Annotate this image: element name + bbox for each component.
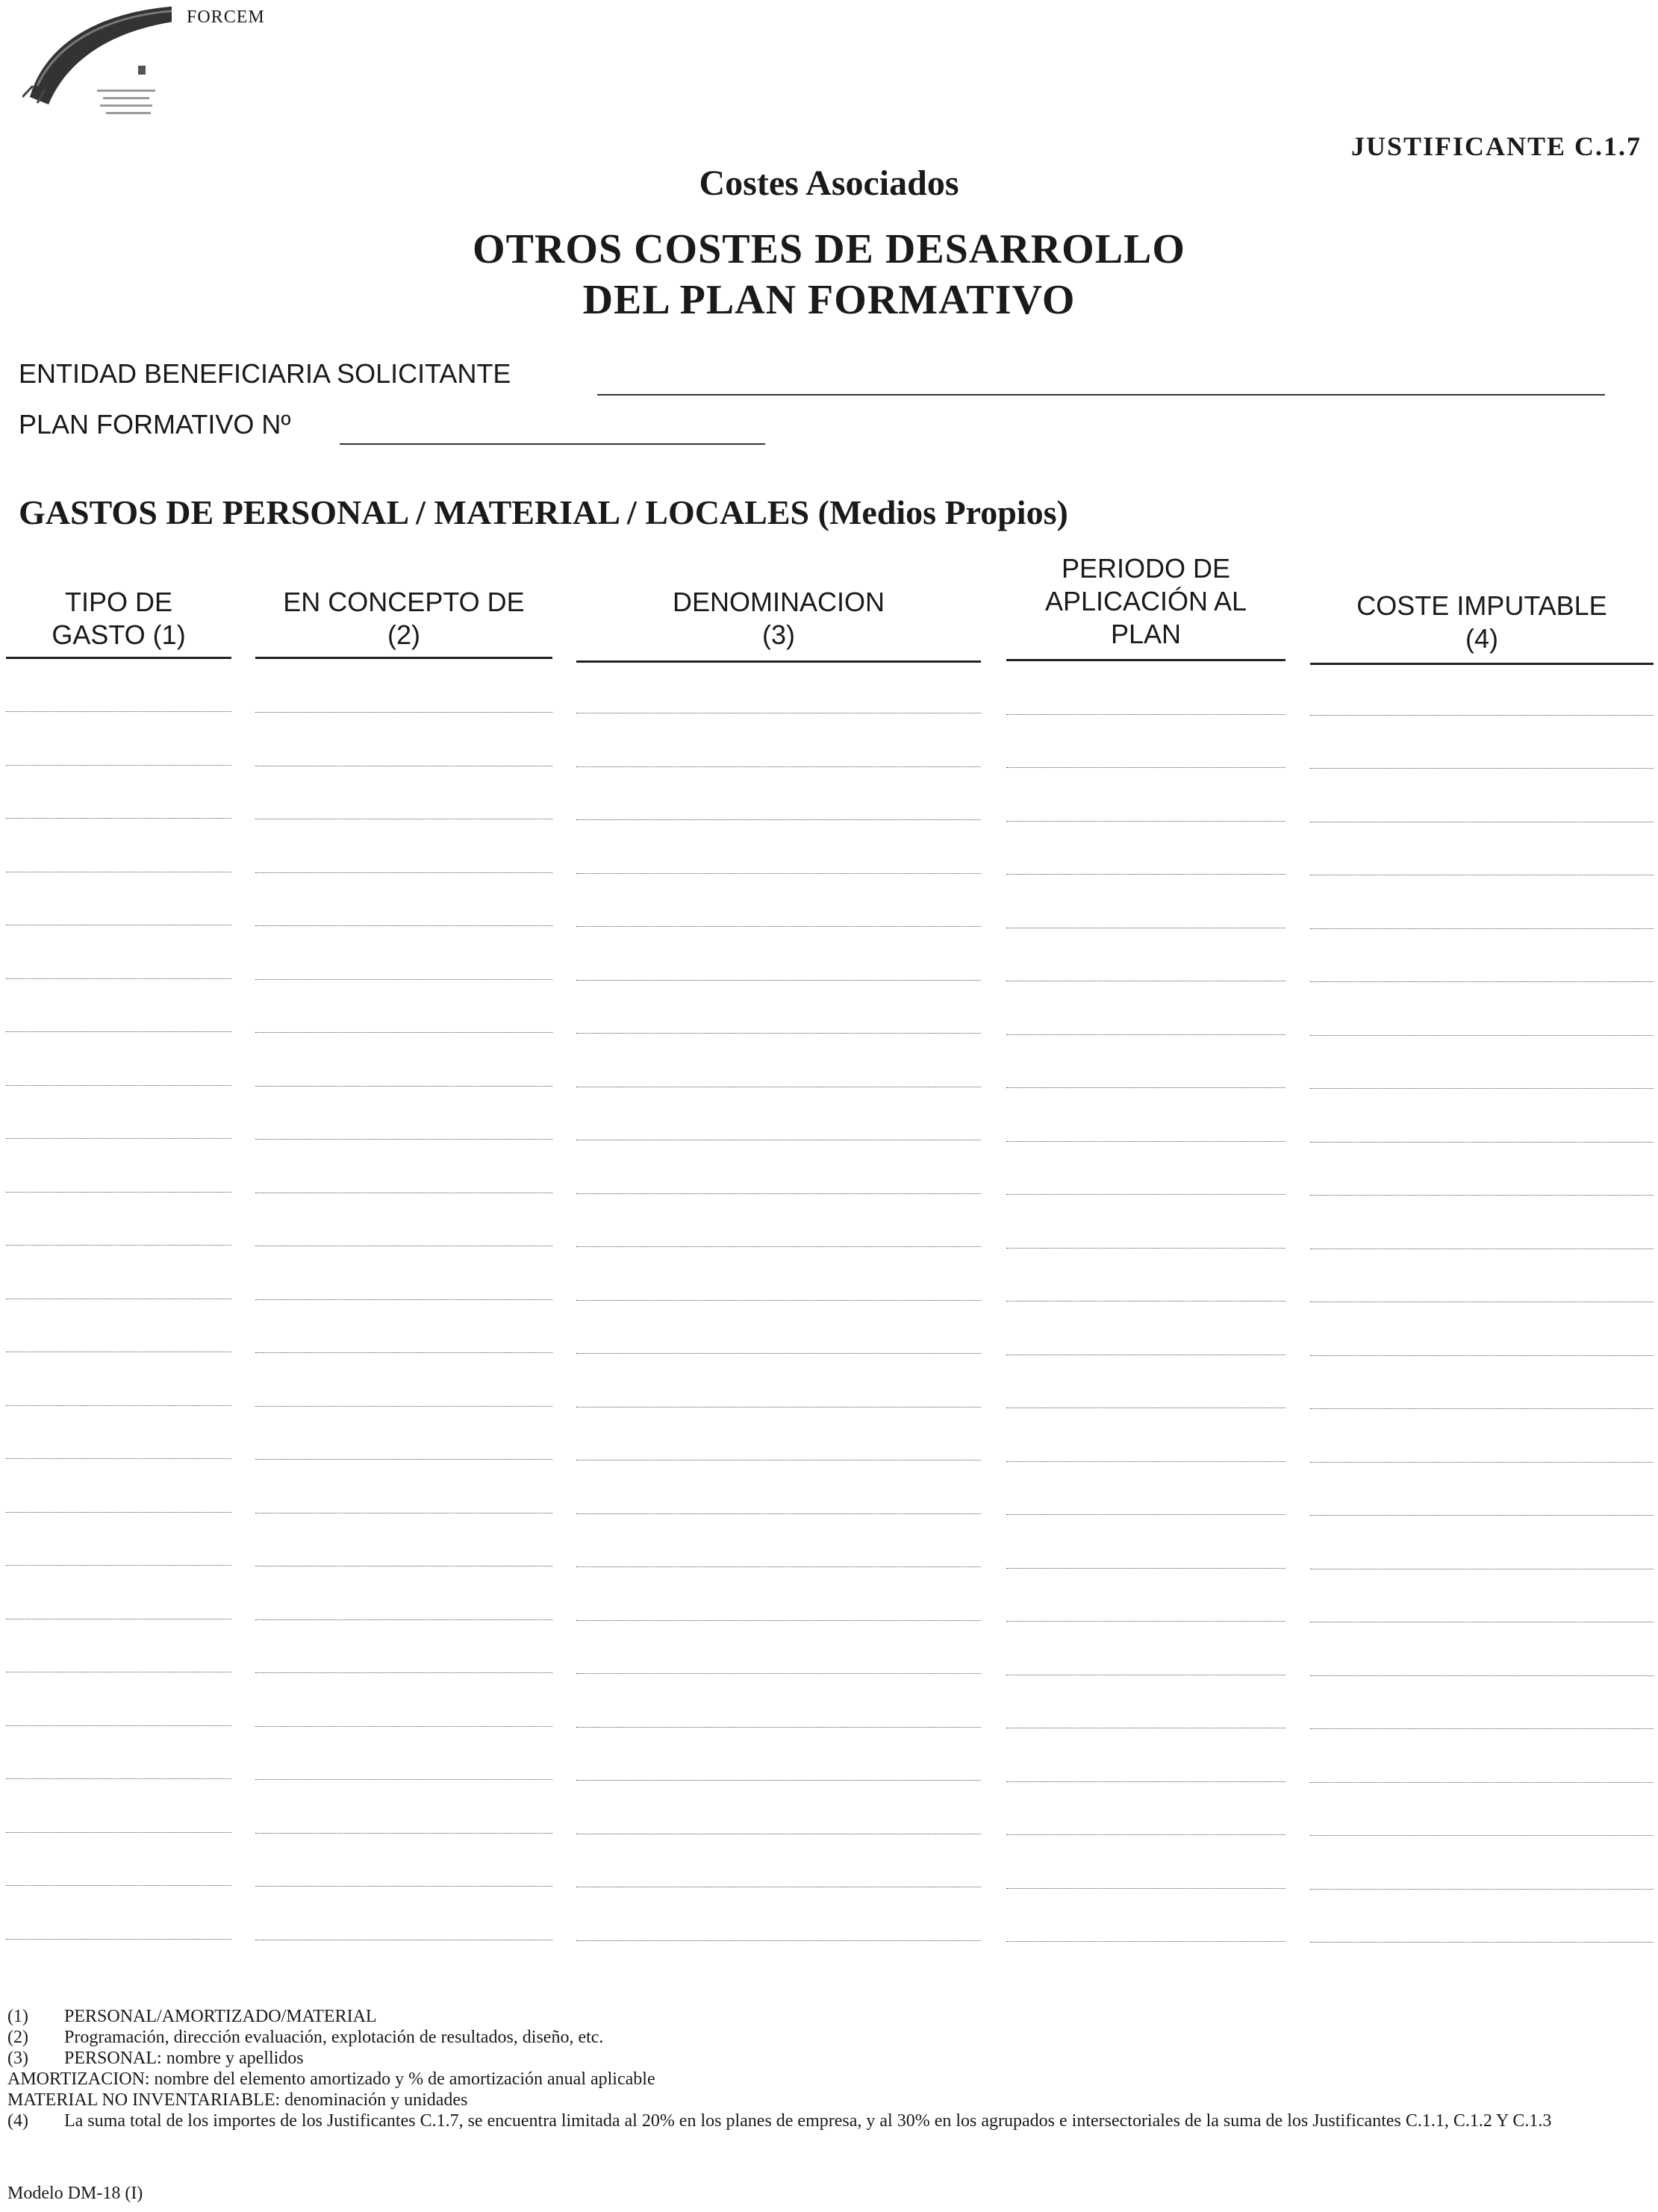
table-row-line[interactable] [1006,714,1285,715]
footnote-number: (2) [7,2028,28,2047]
table-row-line[interactable] [576,926,981,927]
table-row-line[interactable] [576,1727,981,1728]
table-row-line[interactable] [1310,715,1654,716]
footnote-subline: MATERIAL NO INVENTARIABLE: denominación y unidades [7,2090,468,2110]
table-row-line[interactable] [1006,1301,1285,1302]
table-row-line[interactable] [1310,1942,1654,1943]
column-header-line: APLICACIÓN AL [1044,586,1247,616]
model-code: Modelo DM-18 (I) [7,2184,143,2203]
table-row-line[interactable] [6,711,231,712]
table-row-line[interactable] [1006,1888,1285,1889]
table-row-line[interactable] [1310,928,1654,929]
table-row-line[interactable] [1310,1728,1654,1729]
table-row-line[interactable] [1006,874,1285,875]
table-row-line[interactable] [6,765,231,766]
table-row-line[interactable] [6,978,231,979]
table-row-line[interactable] [255,1352,552,1353]
table-row-line[interactable] [1310,1142,1654,1143]
column-header-line: (3) [762,619,795,650]
table-row-line[interactable] [1006,1621,1285,1622]
table-row-line[interactable] [1310,1515,1654,1516]
table-row-line[interactable] [1006,1034,1285,1035]
table-row-line[interactable] [255,1459,552,1460]
table-row-line[interactable] [1310,1462,1654,1463]
table-row-line[interactable] [1310,768,1654,769]
table-row-line[interactable] [576,1940,981,1941]
table-row-line[interactable] [6,1778,231,1779]
table-row-line[interactable] [1310,1035,1654,1036]
column-header [1006,552,1285,651]
table-row-line[interactable] [255,1086,552,1087]
table-row-line[interactable] [1006,1194,1285,1195]
table-row-line[interactable] [6,1565,231,1566]
column-header-line: COSTE IMPUTABLE [1356,590,1607,621]
column-header-line: DENOMINACION [672,587,885,617]
table-row-line[interactable] [1006,767,1285,768]
table-row-line[interactable] [576,1566,981,1567]
footnote [7,2111,1650,2131]
table-row-line[interactable] [576,1780,981,1781]
column-header [6,586,231,652]
table-row-line[interactable] [1310,1889,1654,1890]
footnote-subline: AMORTIZACION: nombre del elemento amortizado y % de amortización anual aplicable [7,2069,655,2089]
table-row-line[interactable] [576,766,981,767]
table-row-line[interactable] [255,1139,552,1140]
table-row-line[interactable] [1006,1141,1285,1142]
table-row-line[interactable] [1310,1782,1654,1783]
footnote-number: (4) [7,2111,28,2131]
table-row-line[interactable] [576,1673,981,1674]
table-row-line[interactable] [1006,1941,1285,1942]
form-code: JUSTIFICANTE C.1.7 [1351,131,1642,161]
footnote [7,2006,1650,2027]
table-row-line[interactable] [1310,1835,1654,1836]
table-row-line[interactable] [255,1726,552,1727]
entity-field[interactable] [597,394,1605,396]
table-row-line[interactable] [255,1299,552,1300]
column-header-line: TIPO DE [64,587,173,617]
table-row-line[interactable] [1006,1461,1285,1462]
section-title: GASTOS DE PERSONAL / MATERIAL / LOCALES (Medios Propios) [19,493,1068,531]
footnote [7,2048,1650,2069]
table-row-line[interactable] [255,1672,552,1673]
table-row-line[interactable] [576,980,981,981]
table-row-line[interactable] [1310,981,1654,982]
table-row-line[interactable] [6,1405,231,1406]
column-header-line: GASTO (1) [52,619,186,650]
column-header [1310,590,1654,655]
brand-name: FORCEM [187,7,265,27]
table-row-line[interactable] [576,1193,981,1194]
subtitle: Costes Asociados [699,163,959,203]
table-row-line[interactable] [1310,1195,1654,1196]
column-header-line: (4) [1465,623,1498,654]
footnote [7,2027,1650,2048]
footnote-text: Programación, dirección evaluación, explotación de resultados, diseño, etc. [64,2028,604,2047]
table-row-line[interactable] [1310,1088,1654,1089]
table-row-line[interactable] [6,1138,231,1139]
column-header-rule [6,657,231,659]
column-header-line: PERIODO DE [1061,553,1231,584]
table-row-line[interactable] [1006,1781,1285,1782]
table-row-line[interactable] [576,1620,981,1621]
column-header-rule [576,660,981,663]
page-title-line1: OTROS COSTES DE DESARROLLO [473,226,1185,272]
table-row-line[interactable] [1006,1087,1285,1088]
table-row-line[interactable] [6,1031,231,1032]
table-row-line[interactable] [255,1619,552,1620]
table-row-line[interactable] [576,873,981,874]
table-row-line[interactable] [576,1300,981,1301]
plan-number-field[interactable] [340,443,765,445]
table-row-line[interactable] [1006,821,1285,822]
footnote-text: PERSONAL/AMORTIZADO/MATERIAL [64,2007,377,2026]
footnotes [7,2006,1650,2131]
table-row-line[interactable] [1006,1514,1285,1515]
table-row-line[interactable] [576,1033,981,1034]
entity-label: ENTIDAD BENEFICIARIA SOLICITANTE [19,358,511,389]
table-row-line[interactable] [1310,1675,1654,1676]
column-header-rule [1310,663,1654,665]
column-header-line: PLAN [1110,619,1182,649]
table-row-line[interactable] [255,1833,552,1834]
table-row-line[interactable] [6,1939,231,1940]
table-row-line[interactable] [6,1085,231,1086]
table-row-line[interactable] [1310,1408,1654,1409]
forcem-logo [22,0,172,138]
table-row-line[interactable] [6,1458,231,1459]
table-row-line[interactable] [1310,1355,1654,1356]
table-row-line[interactable] [255,1886,552,1887]
table-row-line[interactable] [255,872,552,873]
table-row-line[interactable] [6,1245,231,1246]
footnote-text: PERSONAL: nombre y apellidos [64,2049,304,2068]
table-row-line[interactable] [255,925,552,926]
table-row-line[interactable] [255,1032,552,1033]
column-header [255,586,552,652]
table-row-line[interactable] [255,712,552,713]
table-row-line[interactable] [6,818,231,819]
page-title-line2: DEL PLAN FORMATIVO [582,277,1076,323]
column-header-line: (2) [387,619,420,650]
table-row-line[interactable] [1006,1248,1285,1249]
table-row-line[interactable] [255,1406,552,1407]
table-row-line[interactable] [6,1512,231,1513]
column-header-line: EN CONCEPTO DE [283,587,525,617]
footnote-text: La suma total de los importes de los Justificantes C.1.7, se encuentra limitada al 20% en los planes de empresa, y al 30% en los agrupados e intersectoriales de la suma de los Justificantes C.1.1, C.1.2 Y C.1.3 [64,2111,1552,2131]
table-row-line[interactable] [6,1885,231,1886]
table-row-line[interactable] [6,1192,231,1193]
table-row-line[interactable] [576,819,981,820]
table-row-line[interactable] [6,1725,231,1726]
footnote-number: (3) [7,2049,28,2068]
table-row-line[interactable] [1006,1568,1285,1569]
table-row-line[interactable] [6,1832,231,1833]
table-row-line[interactable] [1006,1834,1285,1835]
column-header [576,586,981,652]
table-row-line[interactable] [255,1779,552,1780]
table-row-line[interactable] [255,979,552,980]
table-row-line[interactable] [576,1407,981,1408]
table-row-line[interactable] [576,1246,981,1247]
table-row-line[interactable] [576,1513,981,1514]
table-row-line[interactable] [576,1353,981,1354]
column-header-rule [255,657,552,659]
footnote-number: (1) [7,2007,28,2026]
plan-label: PLAN FORMATIVO Nº [19,409,291,440]
column-header-rule [1006,659,1285,661]
